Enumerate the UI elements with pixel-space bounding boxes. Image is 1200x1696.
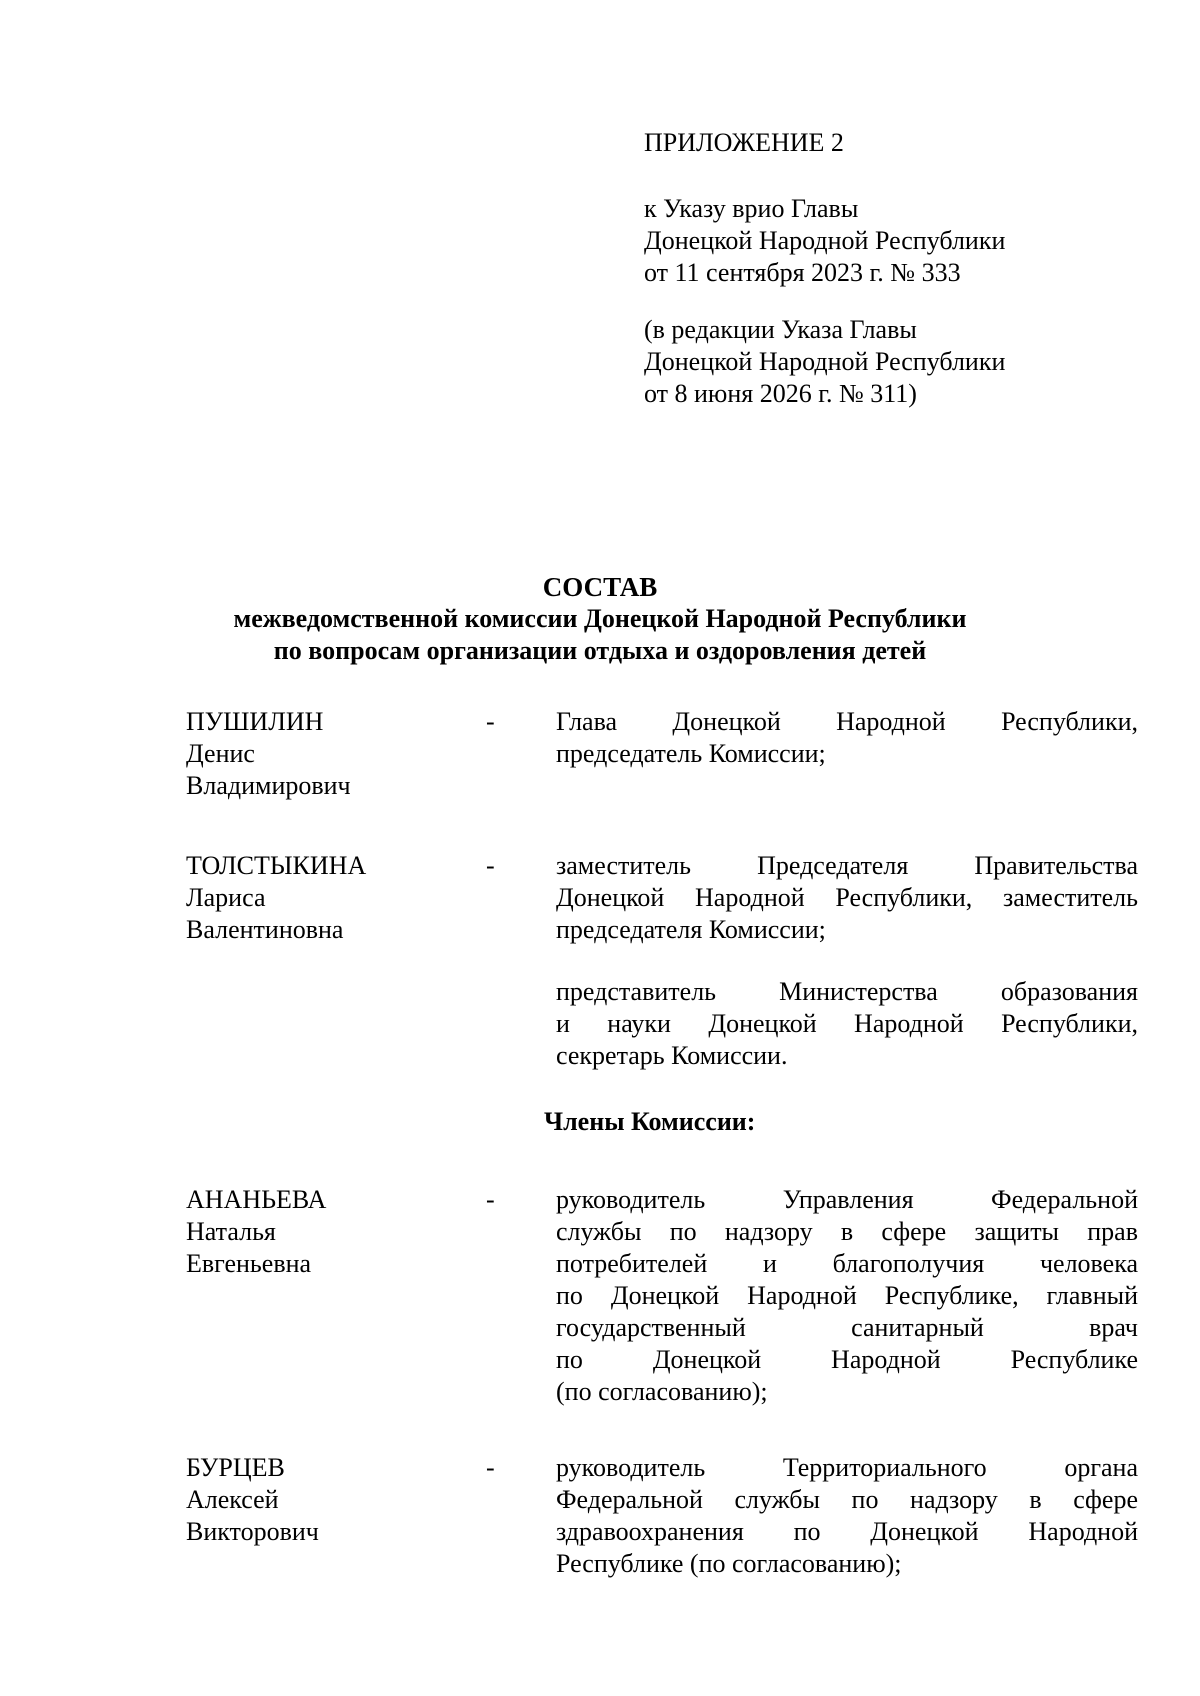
member-name: ТОЛСТЫКИНА Лариса Валентиновна xyxy=(186,851,367,944)
member-name: АНАНЬЕВА Наталья Евгеньевна xyxy=(186,1185,327,1278)
member-row xyxy=(186,706,1138,802)
appendix-edition-line: Донецкой Народной Республики xyxy=(644,347,1006,376)
appendix-ref-line: от 11 сентября 2023 г. № 333 xyxy=(644,258,961,287)
secretary-row xyxy=(186,976,1138,1072)
appendix-block xyxy=(644,127,1114,410)
dash-separator: - xyxy=(486,1453,495,1482)
document-title: СОСТАВ xyxy=(542,572,658,602)
members-list xyxy=(186,706,1138,1580)
document-heading xyxy=(0,571,1200,667)
member-name: БУРЦЕВ Алексей Викторович xyxy=(186,1453,319,1546)
member-row xyxy=(186,1184,1138,1408)
member-position: заместитель Председателя Правительства Донецкой Народной Республики, заместитель председателя Комиссии; xyxy=(556,851,1138,944)
appendix-edition-line: от 8 июня 2026 г. № 311) xyxy=(644,379,917,408)
member-row xyxy=(186,850,1138,946)
appendix-ref-line: Донецкой Народной Республики xyxy=(644,226,1006,255)
appendix-ref-line: к Указу врио Главы xyxy=(644,194,859,223)
document-subtitle-line: межведомственной комиссии Донецкой Народной Республики xyxy=(233,604,967,633)
members-heading: Члены Комиссии: xyxy=(544,1107,756,1136)
appendix-label: ПРИЛОЖЕНИЕ 2 xyxy=(644,128,844,157)
dash-separator: - xyxy=(486,851,495,880)
document-subtitle-line: по вопросам организации отдыха и оздоровления детей xyxy=(273,636,927,665)
member-position: Глава Донецкой Народной Республики, председатель Комиссии; xyxy=(556,707,1138,768)
member-row xyxy=(186,1452,1138,1580)
dash-separator: - xyxy=(486,1185,495,1214)
member-position: руководитель Территориального органа Федеральной службы по надзору в сфере здравоохранения по Донецкой Народной Республике (по согласованию); xyxy=(556,1453,1138,1578)
member-position: руководитель Управления Федеральной службы по надзору в сфере защиты прав потребителей и благополучия человека по Донецкой Народной Республике, главный государственный санитарный врач по Донецкой Народной Республике (по согласованию); xyxy=(556,1185,1138,1406)
dash-separator: - xyxy=(486,707,495,736)
appendix-edition-line: (в редакции Указа Главы xyxy=(644,315,917,344)
member-name: ПУШИЛИН Денис Владимирович xyxy=(186,707,351,800)
secretary-position: представитель Министерства образования и науки Донецкой Народной Республики, секретарь Комиссии. xyxy=(556,977,1138,1070)
